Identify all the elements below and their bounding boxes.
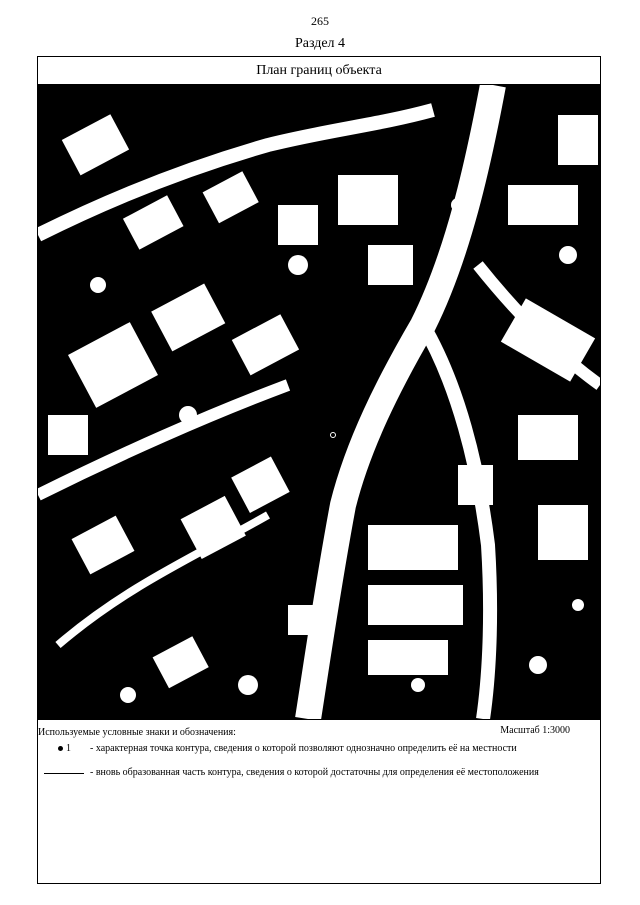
boundary-line-icon (44, 773, 84, 774)
legend-title: Используемые условные знаки и обозначения: (38, 727, 236, 738)
plan-title: План границ объекта (38, 57, 600, 85)
aerial-map-image (38, 85, 600, 720)
page-number: 265 (311, 14, 329, 28)
point-number: 1 (66, 743, 71, 754)
section-title: Раздел 4 (294, 36, 346, 51)
line-symbol (38, 767, 88, 779)
plan-frame (37, 56, 601, 884)
legend-item-text: - вновь образованная часть контура, сведения о которой достаточны для определения её местоположения (90, 767, 539, 778)
map-scale: Масштаб 1:3000 (500, 725, 570, 736)
point-dot-icon (58, 746, 63, 751)
point-symbol (38, 743, 88, 755)
legend-item-text: - характерная точка контура, сведения о которой позволяют однозначно определить её на местности (90, 743, 517, 754)
